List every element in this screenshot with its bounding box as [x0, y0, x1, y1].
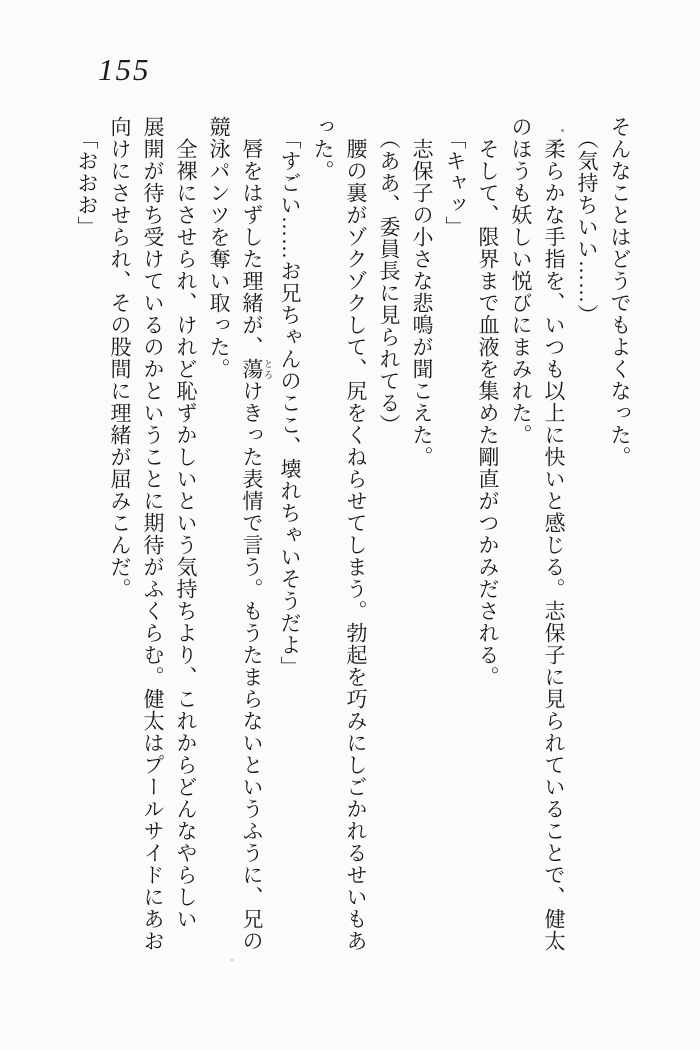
text-line: 展開が待ち受けているのかということに期待がふくらむ。健太はプールサイドにあお [141, 116, 165, 952]
text-line: 「キャッ」 [443, 128, 467, 238]
text-line: のほうも妖しい悦びにまみれた。 [509, 116, 533, 446]
page-number: 155 [98, 52, 151, 87]
page-text [70, 116, 636, 956]
print-speck [561, 129, 564, 132]
print-speck [231, 959, 233, 961]
text-line: そんなことはどうでもよくなった。 [608, 116, 632, 468]
text-line: （ああ、委員長に見られてる） [377, 128, 401, 436]
text-line: 全裸にさせられ、けれど恥ずかしいという気持ちより、これからどんなやらしい [174, 138, 198, 930]
text-line: （気持ちいい……） [575, 128, 599, 326]
text-line: 競泳パンツを奪い取った。 [207, 116, 231, 380]
text-line: そして、限界まで血液を集めた剛直がつかみだされる。 [476, 138, 500, 688]
furigana-ruby: 蕩 とろ [240, 358, 273, 380]
text-line: 向けにさせられ、その股間に理緒が屈みこんだ。 [108, 116, 132, 600]
text-line: 柔らかな手指を、いつも以上に快いと感じる。志保子に見られていることで、健太 [542, 138, 566, 952]
text-line: 腰の裏がゾクゾクして、尻をくねらせてしまう。勃起を巧みにしごかれるせいもあ [344, 138, 368, 952]
text-line: 志保子の小さな悲鳴が聞こえた。 [410, 138, 434, 468]
text-line: った。 [311, 116, 335, 182]
text-line: 「おおお」 [75, 128, 99, 238]
text-line: 唇をはずした理緒が、蕩 とろけきった表情で言う。もうたまらないというふうに、兄の [240, 138, 273, 952]
text-line: 「すごい……お兄ちゃんのここ、壊れちゃいそうだよ」 [278, 128, 302, 678]
